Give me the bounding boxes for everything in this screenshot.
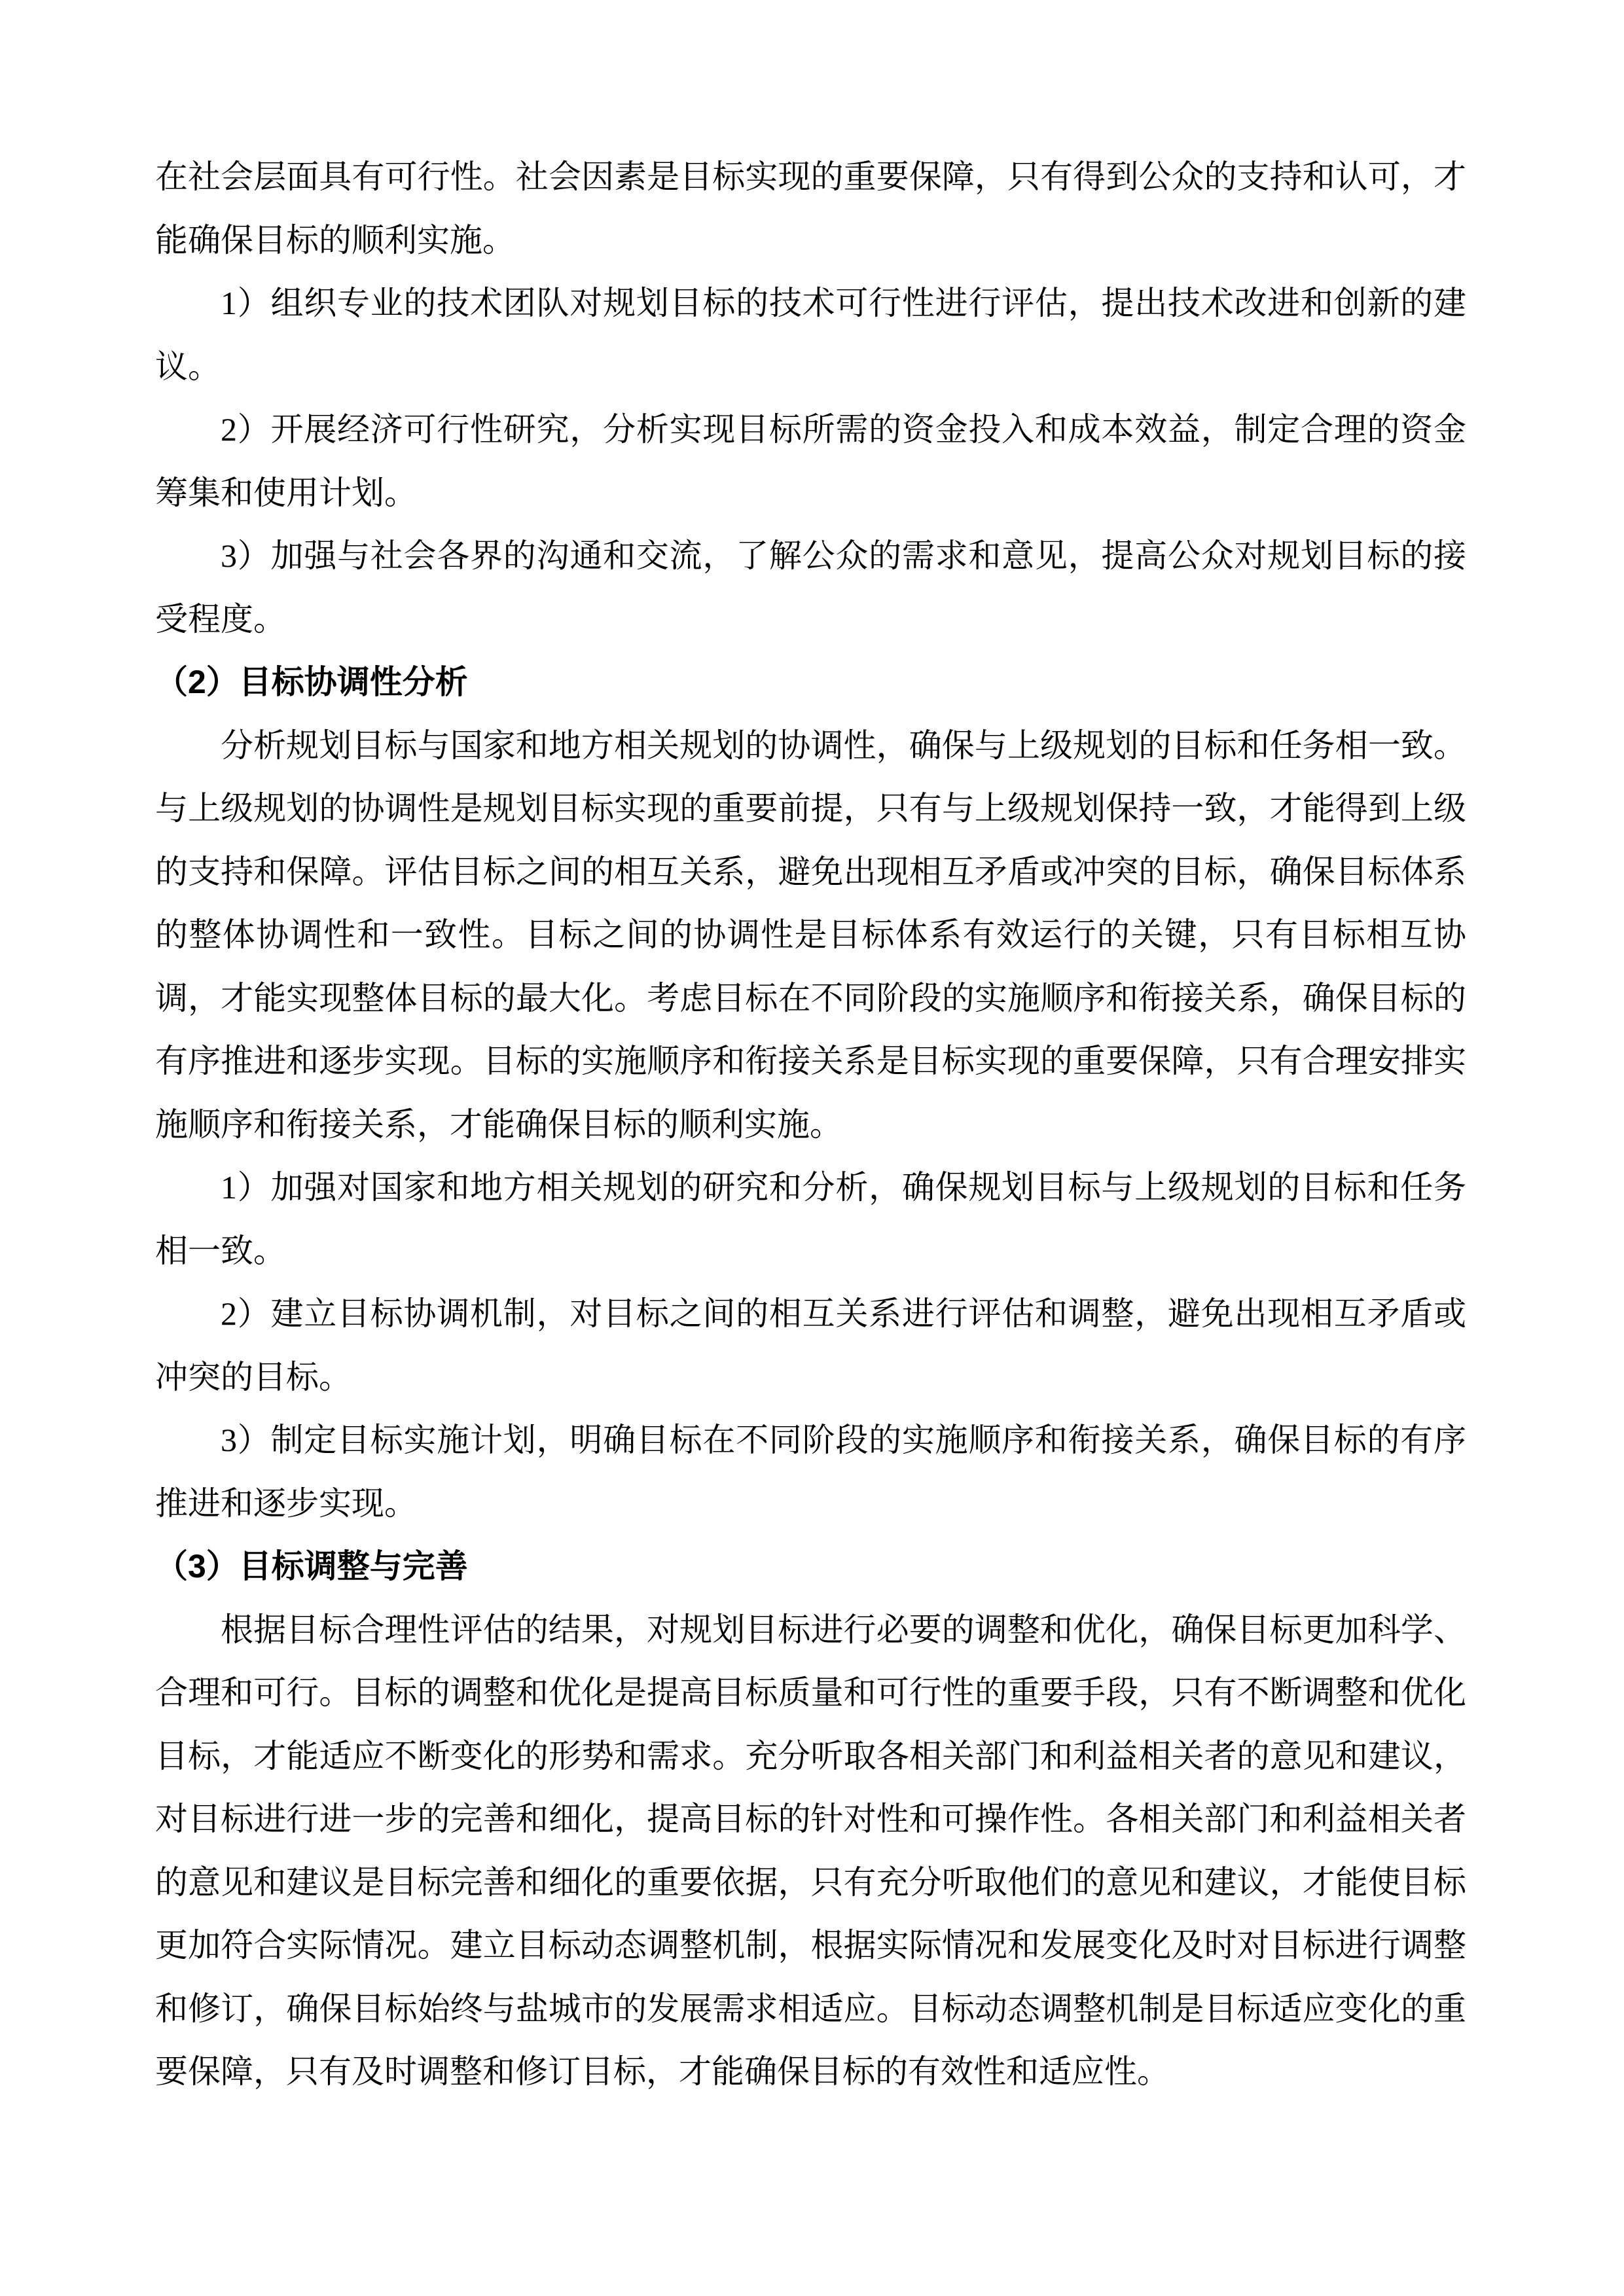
body-paragraph: 2）开展经济可行性研究，分析实现目标所需的资金投入和成本效益，制定合理的资金筹集和使用计划。 <box>155 411 1466 511</box>
body-paragraph: 3）制定目标实施计划，明确目标在不同阶段的实施顺序和衔接关系，确保目标的有序推进和逐步实现。 <box>155 1422 1466 1522</box>
body-paragraph: 1）加强对国家和地方相关规划的研究和分析，确保规划目标与上级规划的目标和任务相一致。 <box>155 1169 1466 1269</box>
body-paragraph: 2）建立目标协调机制，对目标之间的相互关系进行评估和调整，避免出现相互矛盾或冲突的目标。 <box>155 1295 1466 1395</box>
body-paragraph: 根据目标合理性评估的结果，对规划目标进行必要的调整和优化，确保目标更加科学、合理和可行。目标的调整和优化是提高目标质量和可行性的重要手段，只有不断调整和优化目标，才能适应不断变化的形势和需求。充分听取各相关部门和利益相关者的意见和建议，对目标进行进一步的完善和细化，提高目标的针对性和可操作性。各相关部门和利益相关者的意见和建议是目标完善和细化的重要依据，只有充分听取他们的意见和建议，才能使目标更加符合实际情况。建立目标动态调整机制，根据实际情况和发展变化及时对目标进行调整和修订，确保目标始终与盐城市的发展需求相适应。目标动态调整机制是目标适应变化的重要保障，只有及时调整和修订目标，才能确保目标的有效性和适应性。 <box>155 1611 1466 2090</box>
section-heading: （2）目标协调性分析 <box>155 664 468 700</box>
section-heading: （3）目标调整与完善 <box>155 1548 468 1585</box>
body-paragraph: 1）组织专业的技术团队对规划目标的技术可行性进行评估，提出技术改进和创新的建议。 <box>155 285 1466 385</box>
body-paragraph: 在社会层面具有可行性。社会因素是目标实现的重要保障，只有得到公众的支持和认可，才能确保目标的顺利实施。 <box>155 158 1466 259</box>
body-paragraph: 3）加强与社会各界的沟通和交流，了解公众的需求和意见，提高公众对规划目标的接受程度。 <box>155 537 1466 637</box>
body-paragraph: 分析规划目标与国家和地方相关规划的协调性，确保与上级规划的目标和任务相一致。与上级规划的协调性是规划目标实现的重要前提，只有与上级规划保持一致，才能得到上级的支持和保障。评估目标之间的相互关系，避免出现相互矛盾或冲突的目标，确保目标体系的整体协调性和一致性。目标之间的协调性是目标体系有效运行的关键，只有目标相互协调，才能实现整体目标的最大化。考虑目标在不同阶段的实施顺序和衔接关系，确保目标的有序推进和逐步实现。目标的实施顺序和衔接关系是目标实现的重要保障，只有合理安排实施顺序和衔接关系，才能确保目标的顺利实施。 <box>155 726 1466 1143</box>
